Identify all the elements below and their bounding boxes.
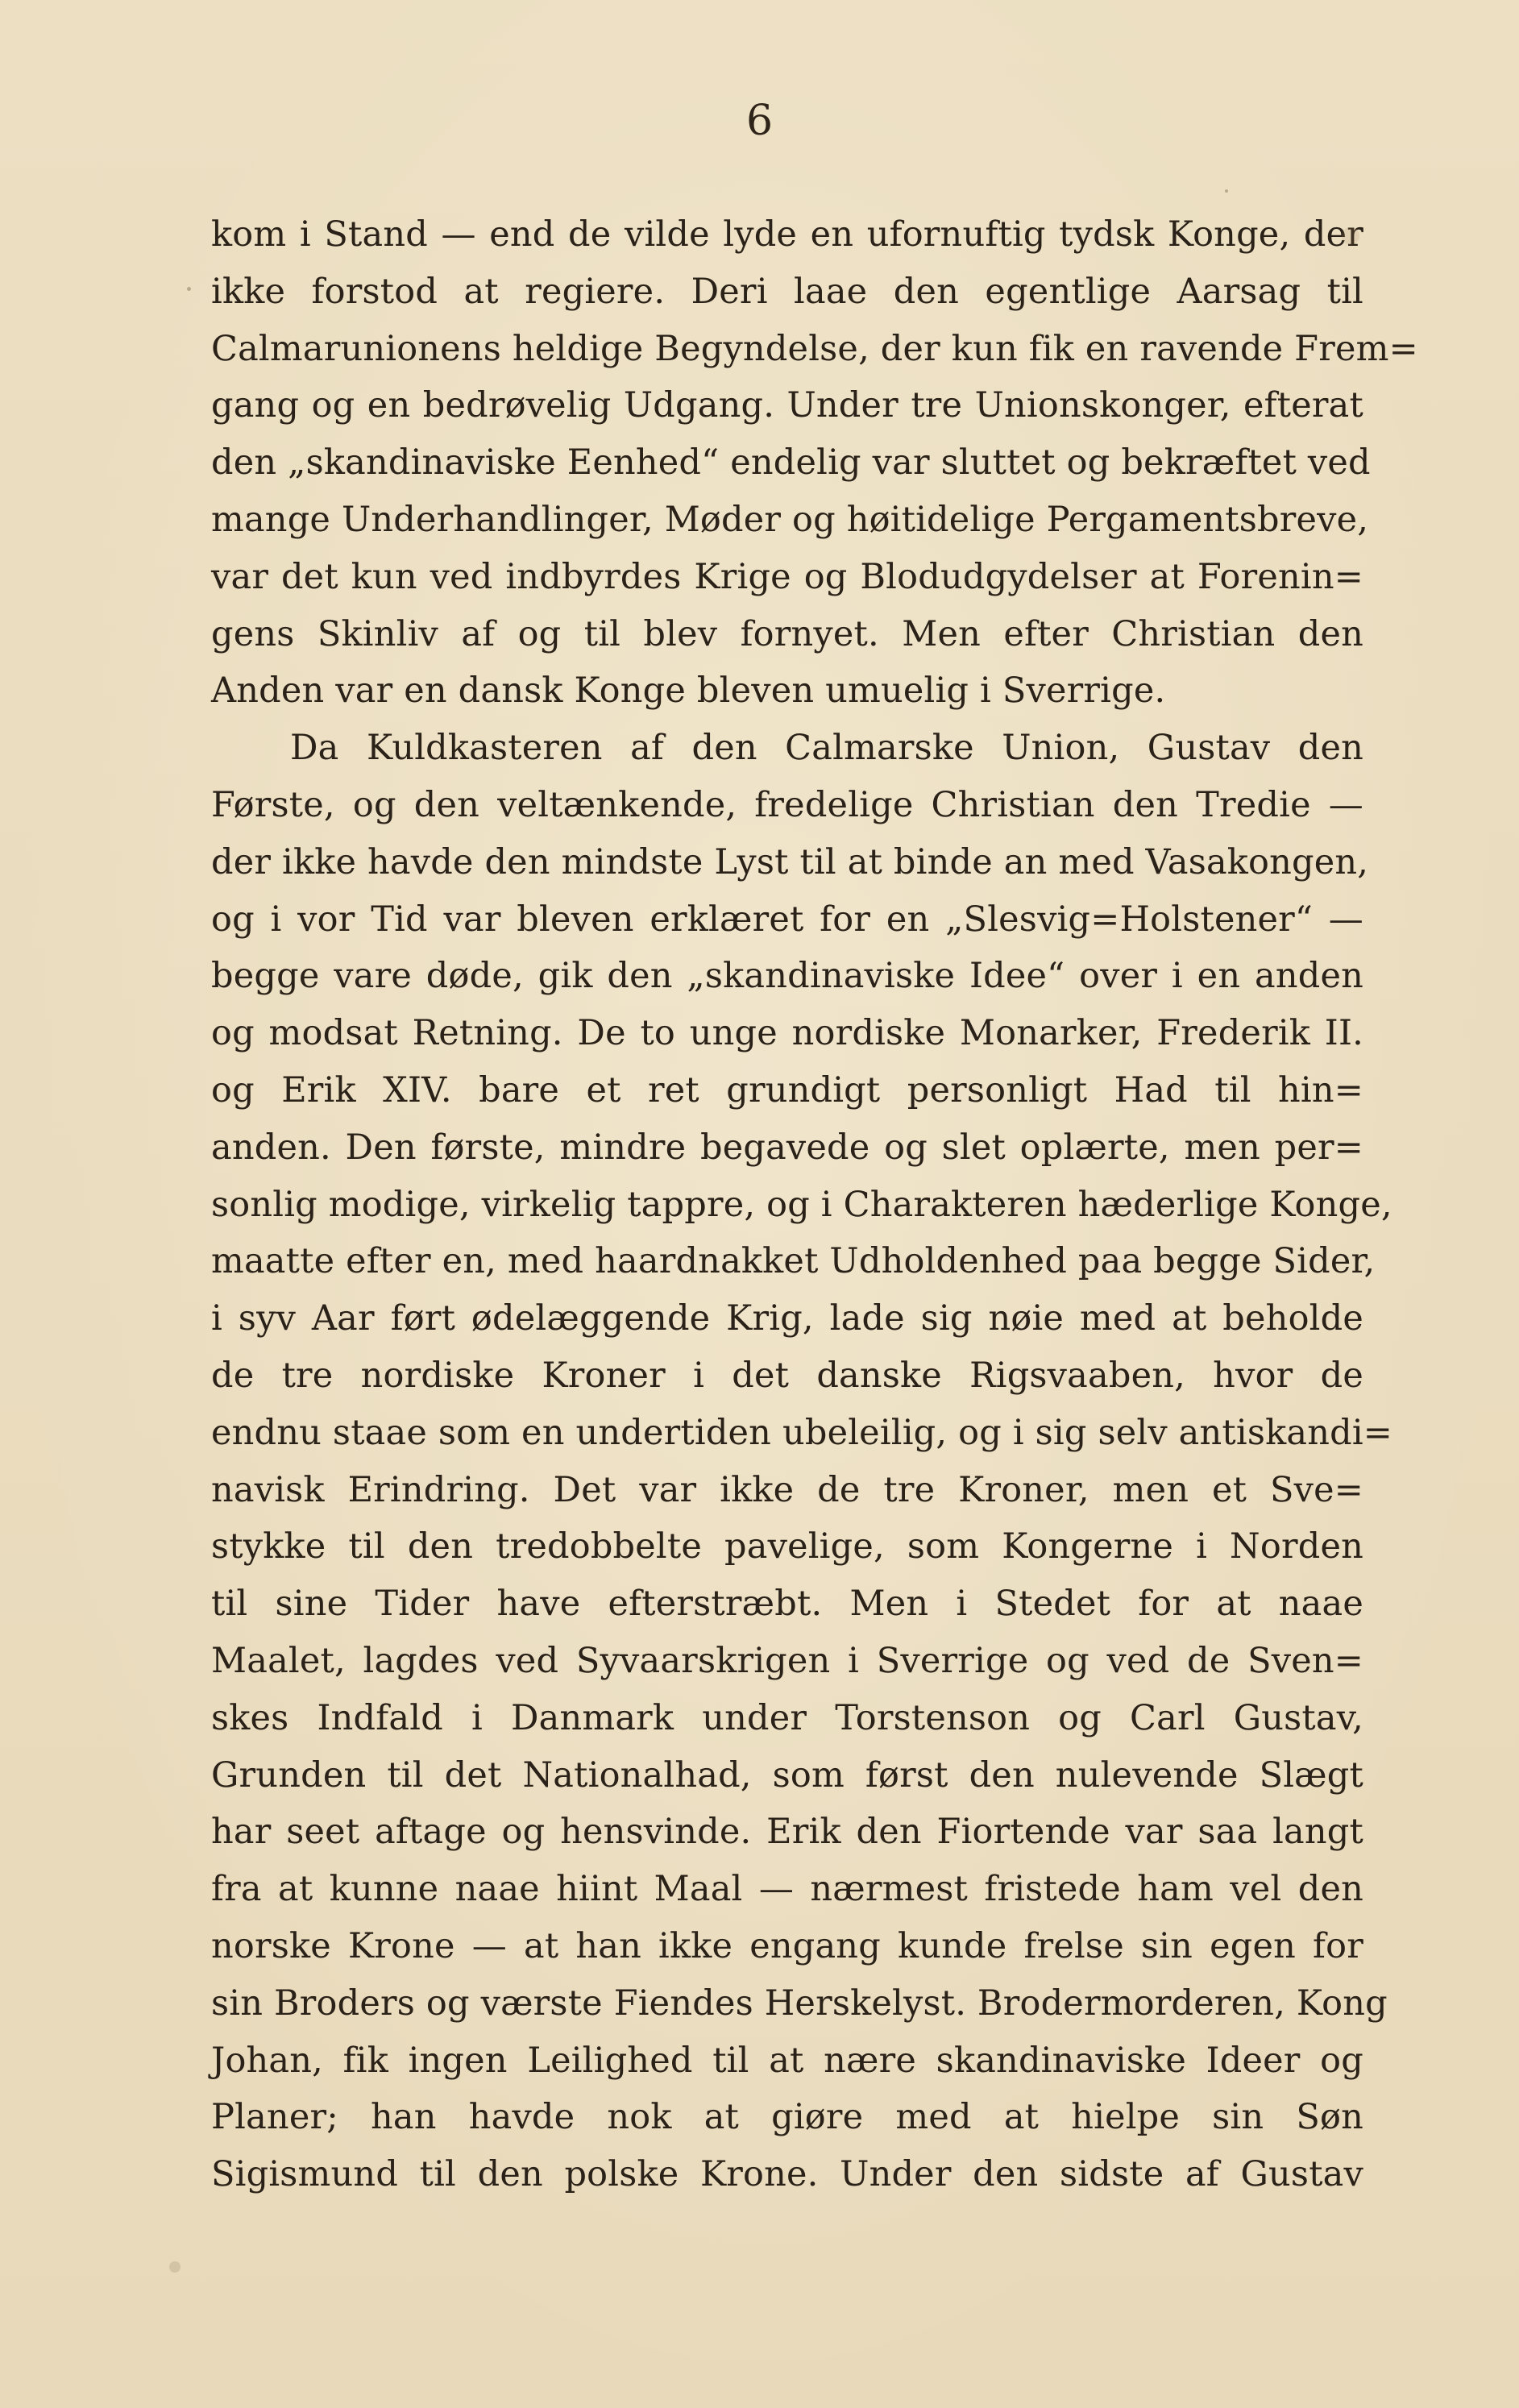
text-line: der ikke havde den mindste Lyst til at binde an med Vasakongen, [211, 841, 1369, 882]
text-line: anden. Den første, mindre begavede og slet oplærte, men per= [211, 1127, 1363, 1168]
text-line: kom i Stand — end de vilde lyde en ufornuftig tydsk Konge, der [211, 214, 1363, 255]
text-line: den „skandinaviske Eenhed“ endelig var sluttet og bekræftet ved [211, 442, 1371, 484]
text-line: stykke til den tredobbelte pavelige, som Kongerne i Norden [211, 1526, 1363, 1567]
text-line: Johan, fik ingen Leilighed til at nære skandinaviske Ideer og [211, 2040, 1363, 2081]
paper-speck [1342, 227, 1359, 245]
text-line: Sigismund til den polske Krone. Under den sidste af Gustav [211, 2154, 1363, 2195]
text-line: skes Indfald i Danmark under Torstenson og Carl Gustav, [211, 1697, 1363, 1738]
text-line: Calmarunionens heldige Begyndelse, der kun fik en ravende Frem= [211, 328, 1418, 369]
text-line: og modsat Retning. De to unge nordiske Monarker, Frederik II. [211, 1013, 1363, 1054]
text-line: var det kun ved indbyrdes Krige og Blodudgydelser at Forenin= [211, 556, 1363, 597]
body-text [211, 206, 1418, 2203]
text-line: til sine Tider have efterstræbt. Men i Stedet for at naae [211, 1584, 1363, 1625]
text-line: i syv Aar ført ødelæggende Krig, lade sig nøie med at beholde [211, 1298, 1363, 1339]
text-line: gens Skinliv af og til blev fornyet. Men efter Christian den [211, 613, 1363, 654]
text-line: Grunden til det Nationalhad, som først den nulevende Slægt [211, 1754, 1363, 1796]
text-line: har seet aftage og hensvinde. Erik den Fiortende var saa langt [211, 1812, 1363, 1853]
paper-speck [187, 287, 191, 291]
text-line: Første, og den veltænkende, fredelige Christian den Tredie — [211, 784, 1363, 825]
text-line: og i vor Tid var bleven erklæret for en „Slesvig=Holstener“ — [211, 899, 1363, 940]
text-line: maatte efter en, med haardnakket Udholdenhed paa begge Sider, [211, 1241, 1376, 1282]
text-line: ikke forstod at regiere. Deri laae den egentlige Aarsag til [211, 271, 1363, 312]
text-line: gang og en bedrøvelig Udgang. Under tre Unionskonger, efterat [211, 385, 1363, 426]
text-line: endnu staae som en undertiden ubeleilig, og i sig selv antiskandi= [211, 1412, 1393, 1453]
text-line: fra at kunne naae hiint Maal — nærmest fristede ham vel den [211, 1869, 1363, 1910]
text-line: norske Krone — at han ikke engang kunde frelse sin egen for [211, 1925, 1363, 1966]
text-line: Da Kuldkasteren af den Calmarske Union, Gustav den [290, 728, 1363, 769]
text-line: de tre nordiske Kroner i det danske Rigsvaaben, hvor de [211, 1355, 1363, 1396]
text-line: navisk Erindring. Det var ikke de tre Kroner, men et Sve= [211, 1469, 1363, 1510]
paper-speck [169, 2261, 181, 2273]
page-number: 6 [745, 97, 774, 145]
text-line: begge vare døde, gik den „skandinaviske Idee“ over i en anden [211, 956, 1363, 997]
text-line: sonlig modige, virkelig tappre, og i Charakteren hæderlige Konge, [211, 1184, 1392, 1225]
text-line: mange Underhandlinger, Møder og høitidelige Pergamentsbreve, [211, 499, 1369, 540]
text-line: Maalet, lagdes ved Syvaarskrigen i Sverrige og ved de Sven= [211, 1640, 1363, 1681]
text-line: Anden var en dansk Konge bleven umuelig i Sverrige. [211, 671, 1166, 712]
text-line: Planer; han havde nok at giøre med at hielpe sin Søn [211, 2097, 1363, 2138]
text-line: sin Broders og værste Fiendes Herskelyst. Brodermorderen, Kong [211, 1982, 1388, 2024]
paper-speck [1225, 189, 1228, 193]
text-line: og Erik XIV. bare et ret grundigt personligt Had til hin= [211, 1069, 1363, 1111]
